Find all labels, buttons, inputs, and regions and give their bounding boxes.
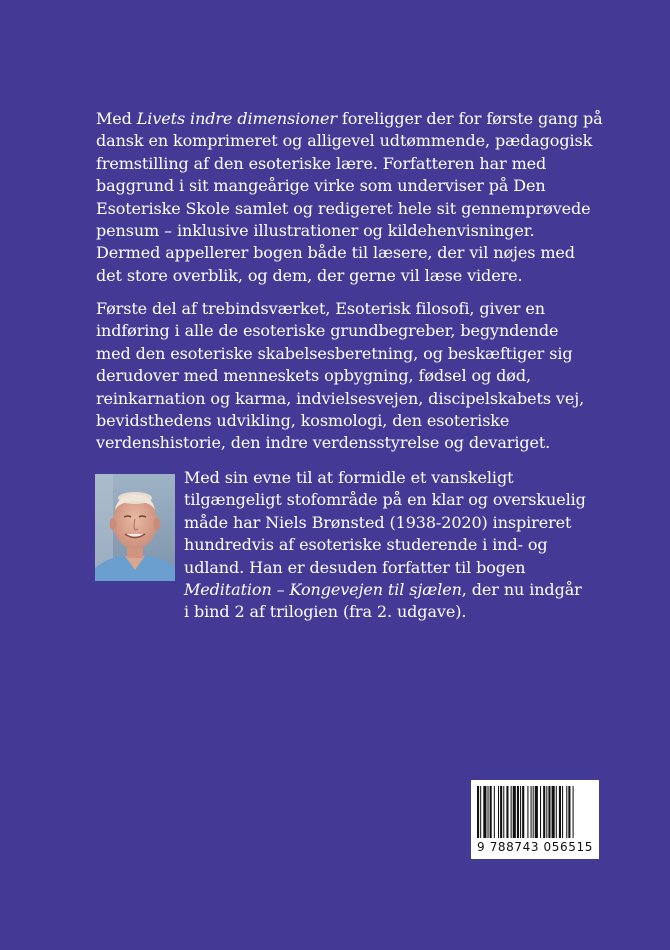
- barcode-bar: [568, 786, 570, 838]
- text-line: baggrund i sit mangeårige virke som underviser på Den: [96, 176, 546, 196]
- barcode-bar: [506, 786, 508, 838]
- barcode-bar: [543, 786, 545, 838]
- barcode-bar: [527, 786, 528, 838]
- barcode-bar: [562, 786, 563, 838]
- text-line: måde har Niels Brønsted (1938-2020) inspireret: [184, 512, 572, 532]
- barcode-bar: [552, 786, 555, 838]
- description-paragraph-1: [96, 108, 603, 287]
- text-line: bevidsthedens udvikling, kosmologi, den esoteriske: [96, 411, 510, 431]
- isbn-digits: 9 788743 056515: [477, 840, 593, 854]
- barcode-bar: [513, 786, 516, 838]
- barcode-bar: [535, 786, 538, 838]
- text-line: med den esoteriske skabelsesberetning, og beskæftiger sig: [96, 343, 573, 363]
- barcode-bar: [494, 786, 495, 838]
- text-line: det store overblik, og dem, der gerne vil læse videre.: [96, 265, 523, 285]
- barcode-bar: [511, 786, 512, 838]
- barcode-bar: [500, 786, 502, 838]
- text-line: Meditation – Kongevejen til sjælen, der nu indgår: [184, 580, 582, 600]
- barcode-bar: [522, 786, 524, 838]
- barcode-bar: [490, 786, 492, 838]
- text-line: Første del af trebindsværket, Esoterisk filosofi, giver en: [96, 299, 545, 318]
- barcode-bar: [488, 786, 489, 838]
- barcode-bar: [531, 786, 532, 838]
- text-line: dansk en komprimeret og alligevel udtømmende, pædagogisk: [96, 131, 593, 151]
- text-line: pensum – inklusive illustrationer og kildehenvisninger.: [96, 221, 535, 241]
- barcode-bar: [483, 786, 486, 838]
- barcode-bar: [533, 786, 534, 838]
- text-line: indføring i alle de esoteriske grundbegreber, begyndende: [96, 321, 559, 341]
- author-photo: [95, 474, 175, 581]
- barcode-bar: [540, 786, 541, 838]
- barcode-bar: [480, 786, 481, 838]
- text-line: udland. Han er desuden forfatter til bogen: [184, 557, 526, 577]
- barcode-bar: [517, 786, 519, 838]
- other-book-title: Meditation – Kongevejen til sjælen: [184, 580, 462, 600]
- barcode-bar: [566, 786, 567, 838]
- text-line: derudover med menneskets opbygning, fødsel og død,: [96, 366, 531, 386]
- barcode-bar: [559, 786, 561, 838]
- barcode-bars: [471, 780, 599, 840]
- barcode-bar: [498, 786, 499, 838]
- text-line: tilgængeligt stofområde på en klar og overskuelig: [184, 490, 586, 510]
- author-bio-paragraph: [184, 467, 604, 624]
- barcode-bar: [477, 786, 479, 838]
- text-line: Med sin evne til at formidle et vanskeligt: [184, 468, 514, 487]
- barcode-bar: [520, 786, 521, 838]
- text-line: i bind 2 af trilogien (fra 2. udgave).: [184, 602, 467, 622]
- barcode-bar: [573, 786, 574, 838]
- text-line: hundredvis af esoteriske studerende i ind- og: [184, 535, 548, 555]
- book-title: Livets indre dimensioner: [136, 109, 337, 128]
- text-line: reinkarnation og karma, indvielsesvejen, discipelskabets vej,: [96, 388, 585, 408]
- description-paragraph-2: [96, 298, 596, 455]
- barcode-bar: [548, 786, 550, 838]
- text-line: verdenshistorie, den indre verdensstyrelse og devariget.: [96, 433, 551, 453]
- text-line: Dermed appellerer bogen både til læsere, der vil nøjes med: [96, 243, 575, 263]
- barcode-bar: [503, 786, 504, 838]
- barcode-bar: [546, 786, 547, 838]
- text-line: fremstilling af den esoteriske lære. Forfatteren har med: [96, 153, 547, 173]
- barcode-bar: [556, 786, 557, 838]
- isbn-barcode: [471, 780, 599, 859]
- author-portrait-illustration: [95, 474, 175, 581]
- text-line: Esoteriske Skole samlet og redigeret hele sit gennemprøvede: [96, 198, 591, 218]
- text-line: Med Livets indre dimensioner foreligger der for første gang på: [96, 109, 603, 128]
